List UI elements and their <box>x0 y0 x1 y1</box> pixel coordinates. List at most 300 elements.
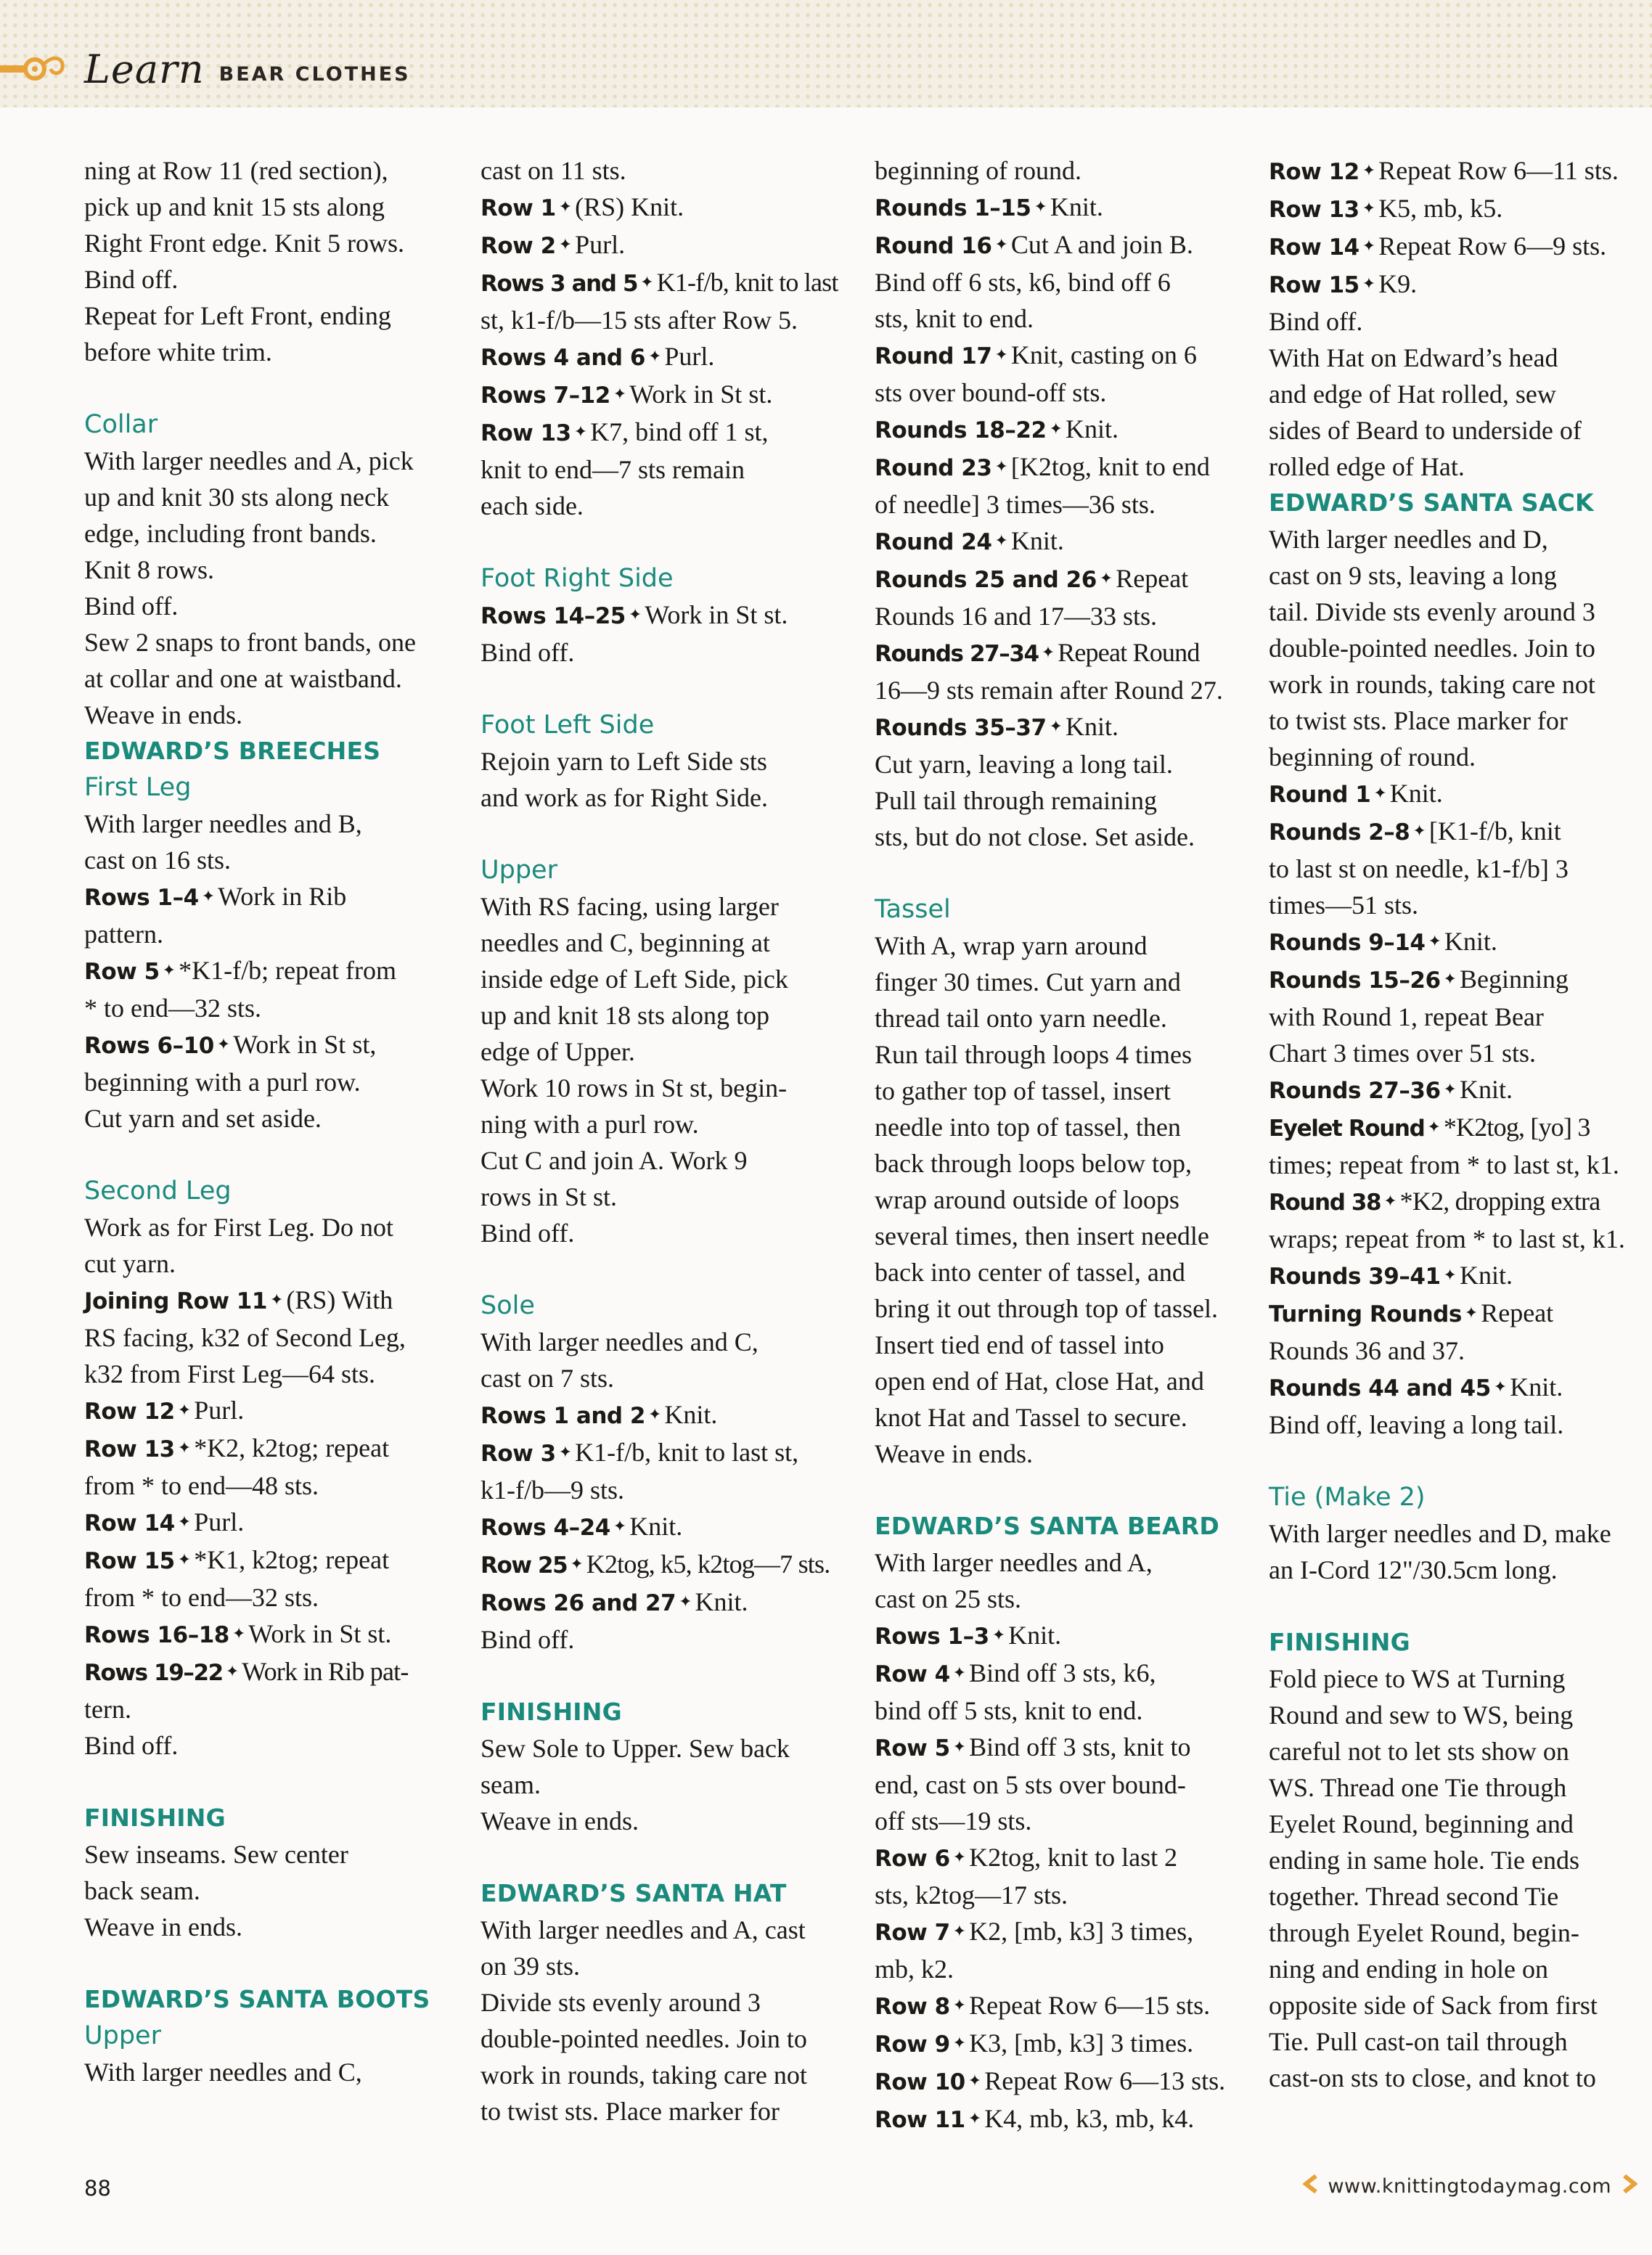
instruction-text: *K2, dropping extra <box>1399 1187 1600 1216</box>
diamond-bullet-icon: ✦ <box>647 1405 662 1423</box>
instruction-line <box>481 1546 843 1584</box>
instruction-line: opposite side of Sack from first <box>1269 1991 1598 2020</box>
instruction-text: Bind off 3 sts, knit to <box>969 1732 1191 1761</box>
instruction-line: needle into top of tassel, then <box>875 1113 1181 1142</box>
row-label: Rows 16–18 <box>84 1622 229 1648</box>
instruction-line <box>1269 228 1632 266</box>
instruction-text: Knit. <box>1459 1075 1513 1104</box>
instruction-line <box>1269 923 1632 961</box>
diamond-bullet-icon: ✦ <box>994 531 1008 549</box>
instruction-line: Weave in ends. <box>84 700 243 729</box>
row-label: Row 13 <box>481 420 571 446</box>
instruction-line: RS facing, k32 of Second Leg, <box>84 1323 406 1352</box>
diamond-bullet-icon: ✦ <box>1493 1378 1508 1396</box>
instruction-line <box>875 1729 1238 1767</box>
instruction-line: to twist sts. Place marker for <box>1269 706 1568 735</box>
instruction-line <box>481 1508 843 1546</box>
instruction-line: end, cast on 5 sts over bound- <box>875 1770 1186 1799</box>
diamond-bullet-icon: ✦ <box>177 1513 192 1531</box>
diamond-bullet-icon: ✦ <box>952 1663 967 1682</box>
row-label: Row 15 <box>1269 272 1359 298</box>
instruction-text: Work in Rib pat- <box>242 1657 409 1686</box>
diamond-bullet-icon: ✦ <box>991 1626 1006 1644</box>
row-label: Rounds 1–15 <box>875 195 1031 221</box>
instruction-line: With larger needles and D, make <box>1269 1519 1611 1548</box>
instruction-line <box>875 1839 1238 1877</box>
instruction-text: (RS) With <box>286 1285 393 1314</box>
row-label: Rounds 25 and 26 <box>875 567 1097 593</box>
page-number: 88 <box>84 2176 111 2201</box>
instruction-line <box>84 1616 447 1653</box>
instruction-line <box>875 1617 1238 1655</box>
spacer <box>1269 1588 1632 1624</box>
section-heading: FINISHING <box>481 1698 622 1726</box>
instruction-line <box>84 1430 447 1468</box>
instruction-text: *K2, k2tog; repeat <box>194 1433 390 1462</box>
diamond-bullet-icon: ✦ <box>952 1996 967 2014</box>
instruction-line: thread tail onto yarn needle. <box>875 1004 1167 1033</box>
instruction-line: sts, k2tog—17 sts. <box>875 1880 1068 1910</box>
instruction-line: double-pointed needles. Join to <box>1269 634 1595 663</box>
text-column-2 <box>481 152 843 2129</box>
row-label: Rows 14–25 <box>481 603 626 629</box>
instruction-line: With A, wrap yarn around <box>875 931 1148 960</box>
diamond-bullet-icon: ✦ <box>952 1738 967 1756</box>
instruction-line: Bind off. <box>481 1625 575 1654</box>
instruction-line: bring it out through top of tassel. <box>875 1294 1218 1323</box>
diamond-bullet-icon: ✦ <box>1443 970 1457 988</box>
instruction-line: knot Hat and Tassel to secure. <box>875 1403 1187 1432</box>
row-label: Row 12 <box>84 1399 175 1425</box>
row-label: Row 7 <box>875 1920 950 1946</box>
spacer <box>84 1137 447 1173</box>
instruction-line: tail. Divide sts evenly around 3 <box>1269 597 1595 626</box>
row-label: Row 12 <box>1269 159 1359 185</box>
spacer <box>875 855 1238 891</box>
instruction-text: K1-f/b, knit to last <box>656 268 838 297</box>
instruction-line <box>481 414 843 451</box>
instruction-text: Repeat Row 6—9 sts. <box>1378 232 1607 261</box>
diamond-bullet-icon: ✦ <box>1049 420 1063 438</box>
instruction-text: Knit. <box>1065 712 1119 741</box>
instruction-text: Work in Rib <box>218 882 347 911</box>
instruction-line: Cut yarn and set aside. <box>84 1104 322 1133</box>
instruction-line: needles and C, beginning at <box>481 928 770 957</box>
row-label: Rows 26 and 27 <box>481 1590 676 1616</box>
diamond-bullet-icon: ✦ <box>558 197 573 216</box>
instruction-line <box>1269 775 1632 813</box>
instruction-line: cast on 9 sts, leaving a long <box>1269 561 1557 590</box>
instruction-line <box>1269 152 1632 190</box>
subsection-heading: Second Leg <box>84 1176 232 1206</box>
instruction-line: Bind off. <box>84 1731 179 1760</box>
instruction-text: Knit. <box>1010 526 1064 555</box>
row-label: Row 5 <box>875 1735 950 1761</box>
instruction-text: K2tog, k5, k2tog—7 sts. <box>586 1550 830 1579</box>
instruction-line: work in rounds, taking care not <box>1269 670 1595 699</box>
instruction-line: cast-on sts to close, and knot to <box>1269 2063 1596 2092</box>
instruction-line <box>1269 1257 1632 1295</box>
row-label: Rounds 9–14 <box>1269 930 1426 956</box>
arrow-right-icon <box>1622 2174 1637 2198</box>
instruction-line: k1-f/b—9 sts. <box>481 1476 624 1505</box>
instruction-text: Knit. <box>1444 927 1497 956</box>
instruction-line: at collar and one at waistband. <box>84 664 402 693</box>
section-title: BEAR CLOTHES <box>218 62 411 86</box>
instruction-line: wrap around outside of loops <box>875 1185 1179 1214</box>
instruction-text: Repeat <box>1116 564 1189 593</box>
row-label: Rows 6–10 <box>84 1033 214 1059</box>
section-heading: EDWARD’S SANTA BEARD <box>875 1512 1219 1540</box>
row-label: Row 1 <box>481 195 556 221</box>
instruction-line <box>84 1026 447 1064</box>
instruction-line <box>84 1282 447 1319</box>
instruction-line: sides of Beard to underside of <box>1269 416 1582 445</box>
row-label: Row 13 <box>1269 197 1359 223</box>
instruction-text: Knit. <box>695 1587 748 1616</box>
instruction-text: K4, mb, k3, mb, k4. <box>984 2104 1195 2133</box>
spacer <box>1269 1443 1632 1479</box>
instruction-line <box>84 878 447 916</box>
row-label: Rows 1–4 <box>84 885 199 911</box>
instruction-line: Round and sew to WS, being <box>1269 1701 1574 1730</box>
diamond-bullet-icon: ✦ <box>232 1624 246 1642</box>
instruction-line: Tie. Pull cast-on tail through <box>1269 2027 1568 2056</box>
swirl-ornament-icon <box>0 47 67 91</box>
instruction-line: Chart 3 times over 51 sts. <box>1269 1039 1536 1068</box>
instruction-line <box>481 338 843 376</box>
spacer <box>481 1839 843 1875</box>
row-label: Row 14 <box>84 1510 175 1536</box>
diamond-bullet-icon: ✦ <box>968 2109 982 2127</box>
row-label: Rows 4–24 <box>481 1515 610 1541</box>
instruction-line: times—51 sts. <box>1269 891 1419 920</box>
instruction-line: cast on 16 sts. <box>84 846 231 875</box>
row-label: Round 23 <box>875 455 992 481</box>
instruction-text: Knit. <box>1050 192 1103 221</box>
instruction-line: to last st on needle, k1-f/b] 3 <box>1269 854 1569 883</box>
subsection-heading: Collar <box>84 410 158 439</box>
spacer <box>481 816 843 852</box>
instruction-text: Work in St st. <box>645 600 788 629</box>
instruction-line <box>1269 1109 1632 1147</box>
instruction-line: ning and ending in hole on <box>1269 1955 1548 1984</box>
instruction-line: Insert tied end of tassel into <box>875 1330 1164 1359</box>
instruction-line: together. Thread second Tie <box>1269 1882 1559 1911</box>
diamond-bullet-icon: ✦ <box>968 2071 982 2090</box>
instruction-line <box>1269 190 1632 228</box>
instruction-line: Pull tail through remaining <box>875 786 1157 815</box>
diamond-bullet-icon: ✦ <box>952 2034 967 2052</box>
instruction-line: Work as for First Leg. Do not <box>84 1213 394 1242</box>
diamond-bullet-icon: ✦ <box>269 1290 284 1309</box>
row-label: Row 14 <box>1269 234 1359 261</box>
instruction-text: (RS) Knit. <box>575 192 684 221</box>
diamond-bullet-icon: ✦ <box>1428 932 1442 950</box>
instruction-text: Purl. <box>664 342 715 371</box>
diamond-bullet-icon: ✦ <box>679 1592 692 1611</box>
instruction-line <box>875 226 1238 264</box>
instruction-line <box>875 449 1238 486</box>
text-column-3 <box>875 152 1238 2138</box>
instruction-text: Knit. <box>664 1400 718 1429</box>
instruction-line: Cut yarn, leaving a long tail. <box>875 750 1173 779</box>
instruction-line: Bind off. <box>84 265 179 294</box>
row-label: Rows 1–3 <box>875 1624 989 1650</box>
instruction-text: Purl. <box>194 1507 245 1536</box>
instruction-line: Bind off. <box>481 638 575 667</box>
row-label: Rounds 35–37 <box>875 715 1047 741</box>
instruction-line <box>875 189 1238 226</box>
instruction-line: an I-Cord 12"/30.5cm long. <box>1269 1555 1558 1584</box>
row-label: Round 38 <box>1269 1190 1381 1216</box>
diamond-bullet-icon: ✦ <box>558 235 573 253</box>
instruction-text: Repeat Row 6—15 sts. <box>969 1991 1211 2020</box>
diamond-bullet-icon: ✦ <box>628 605 642 623</box>
instruction-line: With larger needles and C, <box>481 1327 758 1356</box>
diamond-bullet-icon: ✦ <box>613 385 627 403</box>
instruction-line: Fold piece to WS at Turning <box>1269 1664 1566 1693</box>
instruction-line: Bind off. <box>1269 307 1363 336</box>
diamond-bullet-icon: ✦ <box>570 1555 584 1573</box>
instruction-text: K7, bind off 1 st, <box>590 417 769 446</box>
instruction-line: off sts—19 sts. <box>875 1806 1032 1835</box>
diamond-bullet-icon: ✦ <box>1362 161 1376 179</box>
instruction-line: Run tail through loops 4 times <box>875 1040 1192 1069</box>
instruction-line <box>875 1913 1238 1951</box>
instruction-line: each side. <box>481 491 584 520</box>
instruction-line <box>875 2100 1238 2138</box>
instruction-text: *K1, k2tog; repeat <box>194 1545 390 1574</box>
instruction-line: seam. <box>481 1770 541 1799</box>
instruction-line: mb, k2. <box>875 1955 954 1984</box>
diamond-bullet-icon: ✦ <box>1412 822 1426 840</box>
instruction-line <box>481 1396 843 1434</box>
instruction-line <box>1269 961 1632 999</box>
subsection-heading: First Leg <box>84 773 192 802</box>
instruction-line <box>1269 266 1632 303</box>
instruction-text: K1-f/b, knit to last st, <box>575 1438 799 1467</box>
instruction-line <box>875 411 1238 449</box>
instruction-line: Sew inseams. Sew center <box>84 1840 348 1869</box>
diamond-bullet-icon: ✦ <box>1427 1118 1441 1136</box>
section-heading: FINISHING <box>84 1804 226 1832</box>
instruction-line: edge, including front bands. <box>84 519 377 548</box>
diamond-bullet-icon: ✦ <box>1099 569 1113 587</box>
instruction-line: on 39 sts. <box>481 1952 581 1981</box>
instruction-line: Divide sts evenly around 3 <box>481 1988 761 2017</box>
instruction-text: Bind off 3 sts, k6, <box>969 1658 1156 1687</box>
instruction-line <box>84 952 447 990</box>
instruction-line: Repeat for Left Front, ending <box>84 301 391 330</box>
instruction-line: back seam. <box>84 1876 200 1905</box>
diamond-bullet-icon: ✦ <box>1362 199 1376 217</box>
instruction-line: sts, knit to end. <box>875 304 1034 333</box>
row-label: Row 5 <box>84 959 160 985</box>
section-heading: FINISHING <box>1269 1628 1410 1656</box>
instruction-text: Cut A and join B. <box>1010 230 1193 259</box>
instruction-line <box>875 523 1238 560</box>
instruction-line: cut yarn. <box>84 1249 176 1278</box>
diamond-bullet-icon: ✦ <box>613 1517 627 1535</box>
instruction-line <box>84 1653 447 1691</box>
spacer <box>481 671 843 707</box>
footer-url <box>1303 2174 1637 2198</box>
row-label: Row 25 <box>481 1552 568 1579</box>
instruction-text: Work in St st. <box>629 380 773 409</box>
instruction-line: Rounds 36 and 37. <box>1269 1336 1465 1365</box>
spacer <box>84 1945 447 1981</box>
instruction-line: pattern. <box>84 920 163 949</box>
row-label: Round 1 <box>1269 782 1371 808</box>
row-label: Round 17 <box>875 343 992 369</box>
instruction-line <box>875 1655 1238 1693</box>
instruction-line: Rejoin yarn to Left Side sts <box>481 747 767 776</box>
instruction-line: ending in same hole. Tie ends <box>1269 1846 1579 1875</box>
instruction-line <box>1269 1071 1632 1109</box>
row-label: Row 6 <box>875 1846 950 1872</box>
diamond-bullet-icon: ✦ <box>201 887 216 905</box>
instruction-line <box>481 597 843 634</box>
instruction-line: of needle] 3 times—36 sts. <box>875 490 1156 519</box>
arrow-left-icon <box>1303 2174 1319 2198</box>
row-label: Eyelet Round <box>1269 1116 1425 1142</box>
section-heading: EDWARD’S SANTA SACK <box>1269 488 1594 517</box>
instruction-line: With larger needles and A, cast <box>481 1915 806 1944</box>
instruction-line: up and knit 18 sts along top <box>481 1001 769 1030</box>
instruction-line <box>481 1584 843 1621</box>
instruction-line: times; repeat from * to last st, k1. <box>1269 1150 1619 1179</box>
section-heading: EDWARD’S BREECHES <box>84 737 381 765</box>
instruction-line: k32 from First Leg—64 sts. <box>84 1359 375 1388</box>
instruction-line <box>1269 1183 1632 1221</box>
row-label: Row 13 <box>84 1436 175 1462</box>
instruction-line <box>1269 1369 1632 1407</box>
row-label: Rounds 15–26 <box>1269 967 1441 994</box>
row-label: Round 24 <box>875 529 992 555</box>
instruction-line: work in rounds, taking care not <box>481 2060 807 2090</box>
diamond-bullet-icon: ✦ <box>558 1443 573 1461</box>
instruction-line: rows in St st. <box>481 1182 618 1211</box>
text-column-1 <box>84 152 447 2090</box>
instruction-line: WS. Thread one Tie through <box>1269 1773 1567 1802</box>
instruction-line: Sew 2 snaps to front bands, one <box>84 628 416 657</box>
row-label: Rows 19–22 <box>84 1660 223 1686</box>
instruction-line: Bind off. <box>84 592 179 621</box>
instruction-line: sts, but do not close. Set aside. <box>875 822 1195 851</box>
instruction-line: Weave in ends. <box>481 1806 639 1835</box>
row-label: Row 9 <box>875 2031 950 2058</box>
instruction-text: Purl. <box>575 230 626 259</box>
spacer <box>875 1472 1238 1508</box>
instruction-line: back into center of tassel, and <box>875 1258 1185 1287</box>
section-heading: EDWARD’S SANTA HAT <box>481 1879 787 1907</box>
row-label: Turning Rounds <box>1269 1301 1462 1327</box>
instruction-line: st, k1-f/b—15 sts after Row 5. <box>481 306 798 335</box>
instruction-line <box>84 1504 447 1542</box>
diamond-bullet-icon: ✦ <box>640 273 654 291</box>
diamond-bullet-icon: ✦ <box>1373 784 1387 802</box>
row-label: Row 8 <box>875 1994 950 2020</box>
diamond-bullet-icon: ✦ <box>994 235 1008 253</box>
spacer <box>481 1658 843 1694</box>
instruction-line <box>1269 1295 1632 1333</box>
instruction-line: Eyelet Round, beginning and <box>1269 1809 1574 1838</box>
diamond-bullet-icon: ✦ <box>1034 197 1047 216</box>
instruction-line: with Round 1, repeat Bear <box>1269 1002 1544 1031</box>
instruction-line: from * to end—48 sts. <box>84 1471 319 1500</box>
instruction-line <box>481 1434 843 1472</box>
instruction-line: ning with a purl row. <box>481 1110 699 1139</box>
diamond-bullet-icon: ✦ <box>1041 643 1055 661</box>
instruction-text: *K1-f/b; repeat from <box>179 956 396 985</box>
instruction-line: through Eyelet Round, begin- <box>1269 1918 1579 1947</box>
instruction-line: and edge of Hat rolled, sew <box>1269 380 1556 409</box>
instruction-line: With larger needles and B, <box>84 809 362 838</box>
instruction-text: [K1-f/b, knit <box>1428 817 1561 846</box>
instruction-line <box>481 376 843 414</box>
instruction-line: sts over bound-off sts. <box>875 378 1107 407</box>
row-label: Row 10 <box>875 2069 965 2095</box>
spacer <box>84 1764 447 1800</box>
instruction-line: With larger needles and A, pick <box>84 446 414 475</box>
instruction-text: Knit. <box>1008 1621 1062 1650</box>
instruction-line: cast on 25 sts. <box>875 1584 1021 1613</box>
instruction-text: Repeat Row 6—13 sts. <box>984 2066 1226 2095</box>
instruction-text: K2, [mb, k3] 3 times, <box>969 1917 1194 1946</box>
instruction-line: careful not to let sts show on <box>1269 1737 1569 1766</box>
instruction-line: Weave in ends. <box>84 1912 243 1941</box>
row-label: Rounds 27–34 <box>875 641 1039 667</box>
instruction-line <box>875 2063 1238 2100</box>
diamond-bullet-icon: ✦ <box>1443 1080 1457 1098</box>
diamond-bullet-icon: ✦ <box>994 345 1008 364</box>
instruction-line: Bind off. <box>481 1219 575 1248</box>
row-label: Rounds 2–8 <box>1269 819 1410 846</box>
instruction-line: Bind off, leaving a long tail. <box>1269 1410 1564 1439</box>
diamond-bullet-icon: ✦ <box>216 1035 231 1053</box>
instruction-line: edge of Upper. <box>481 1037 635 1066</box>
instruction-text: K5, mb, k5. <box>1378 194 1503 223</box>
instruction-line: to twist sts. Place marker for <box>481 2097 780 2126</box>
instruction-line <box>875 708 1238 746</box>
instruction-line: Cut C and join A. Work 9 <box>481 1146 748 1175</box>
instruction-text: Knit. <box>1065 414 1119 443</box>
instruction-line <box>84 1392 447 1430</box>
instruction-line: pick up and knit 15 sts along <box>84 192 385 221</box>
instruction-line: Right Front edge. Knit 5 rows. <box>84 229 404 258</box>
instruction-line: Bind off 6 sts, k6, bind off 6 <box>875 268 1171 297</box>
instruction-line <box>875 560 1238 598</box>
instruction-text: Work in St st, <box>233 1030 377 1059</box>
subsection-heading: Foot Left Side <box>481 711 655 740</box>
row-label: Row 11 <box>875 2107 965 2133</box>
instruction-line: open end of Hat, close Hat, and <box>875 1367 1204 1396</box>
page-header <box>0 44 411 94</box>
website-url[interactable]: www.knittingtodaymag.com <box>1328 2175 1611 2198</box>
instruction-line: several times, then insert needle <box>875 1221 1209 1251</box>
row-label: Rows 3 and 5 <box>481 271 638 297</box>
diamond-bullet-icon: ✦ <box>573 422 588 441</box>
instruction-text: Repeat <box>1481 1298 1554 1327</box>
instruction-text: [K2tog, knit to end <box>1010 452 1210 481</box>
spacer <box>481 524 843 560</box>
instruction-line: Work 10 rows in St st, begin- <box>481 1073 788 1102</box>
row-label: Row 2 <box>481 233 556 259</box>
instruction-line: beginning of round. <box>875 156 1081 185</box>
spacer <box>84 370 447 406</box>
instruction-line: With larger needles and A, <box>875 1548 1153 1577</box>
